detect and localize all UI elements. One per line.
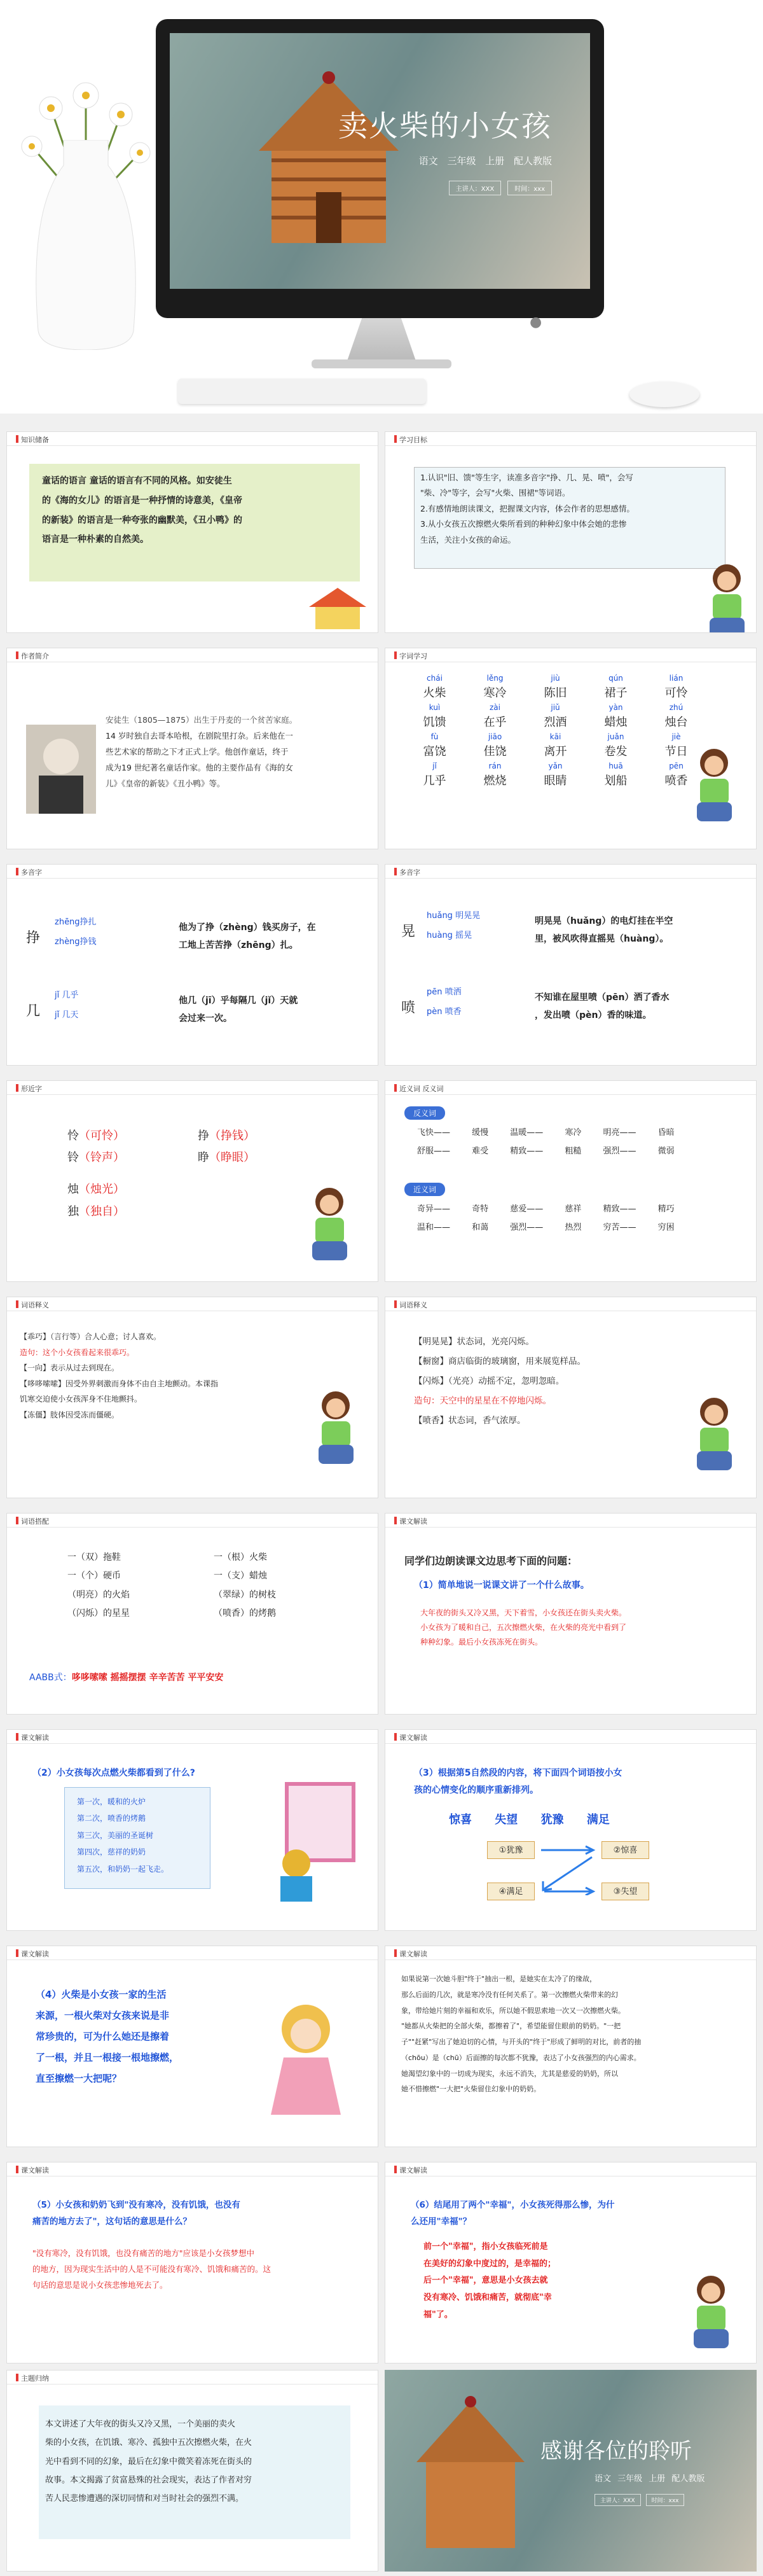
pinyin: yàn bbox=[608, 703, 623, 712]
text-line: 【哆哆嗦嗦】因受外界刺激而身体不由自主地颤动。本课指 bbox=[20, 1379, 219, 1388]
text-line: 她不惜擦燃"一大把"火柴留住幻象中的奶奶。 bbox=[401, 2085, 541, 2094]
answer-line: 第一次，暖和的火炉 bbox=[77, 1797, 146, 1806]
slide-title: 词语释义 bbox=[399, 1301, 427, 1309]
slide-synonyms[interactable] bbox=[385, 1080, 757, 1282]
text-line: 安徒生（1805—1875）出生于丹麦的一个贫苦家庭。 bbox=[106, 715, 298, 725]
word-cell bbox=[586, 674, 646, 700]
cover-title: 卖火柴的小女孩 bbox=[338, 109, 552, 143]
text-line: 【闪烁】（光亮）动摇不定，忽明忽暗。 bbox=[414, 1376, 565, 1387]
question: 痛苦的地方去了"，这句话的意思是什么？ bbox=[32, 2216, 192, 2227]
hanzi-word: 燃烧 bbox=[483, 774, 507, 788]
slide-theme[interactable] bbox=[6, 2370, 378, 2572]
answer-line: 第三次，美丽的圣诞树 bbox=[77, 1830, 154, 1840]
pinyin: zài bbox=[490, 703, 500, 712]
collocation: 一（支）蜡烛 bbox=[214, 1571, 267, 1582]
word: 犹豫 bbox=[540, 1813, 564, 1827]
slide-goals[interactable] bbox=[385, 431, 757, 633]
word-cell bbox=[465, 732, 525, 759]
reading: jǐ 几乎 bbox=[55, 991, 79, 1000]
collocation: 一（个）硬币 bbox=[67, 1571, 121, 1582]
pinyin: jiè bbox=[671, 732, 681, 741]
hanzi-word: 寒冷 bbox=[483, 686, 507, 700]
slide-author[interactable] bbox=[6, 648, 378, 849]
question: 孩的心情变化的顺序重新排列。 bbox=[414, 1785, 539, 1795]
arrows-icon bbox=[538, 1844, 598, 1895]
slide-title: 课文解读 bbox=[21, 1950, 49, 1958]
word-cell bbox=[525, 732, 586, 759]
word: （铃声） bbox=[79, 1151, 125, 1165]
reading: huǎng 明晃晃 bbox=[427, 911, 481, 921]
hanzi-word: 陈旧 bbox=[544, 686, 567, 700]
slide-reading-7[interactable] bbox=[385, 2162, 757, 2364]
example: 不知谁在屋里喷（pēn）洒了香水 bbox=[535, 992, 670, 1003]
reading: huàng 摇晃 bbox=[427, 931, 472, 941]
pinyin: huā bbox=[608, 762, 623, 770]
pinyin: chái bbox=[427, 674, 443, 683]
slide-title: 形近字 bbox=[21, 1085, 42, 1093]
synonym-row: 奇异—— 奇特 慈爱—— 慈祥 精致—— 精巧 bbox=[417, 1204, 675, 1214]
window-girl-icon bbox=[261, 1781, 357, 1902]
slide-title: 课文解读 bbox=[21, 1734, 49, 1742]
word-cell bbox=[525, 703, 586, 730]
text-line: 【喷香】状态词，香气浓厚。 bbox=[414, 1416, 526, 1426]
word-cell bbox=[404, 762, 465, 788]
slide-meaning-1[interactable] bbox=[6, 1297, 378, 1498]
text-line: 造句：天空中的星星在不停地闪烁。 bbox=[414, 1396, 551, 1407]
reading-girl-icon bbox=[697, 559, 757, 633]
slide-title: 字词学习 bbox=[399, 652, 427, 660]
char: 烛 bbox=[67, 1183, 79, 1197]
text-line: 故事。本文揭露了贫富悬殊的社会现实，表达了作者对穷 bbox=[45, 2475, 252, 2485]
text-line: 1.认识"旧、馈"等生字，读准多音字"挣、几、晃、喷"，会写 bbox=[420, 473, 633, 482]
slide-title: 课文解读 bbox=[399, 1734, 427, 1742]
reading: pèn 喷香 bbox=[427, 1007, 462, 1017]
order-box: ④满足 bbox=[487, 1883, 535, 1900]
answer-line: 小女孩为了暖和自己，五次擦燃火柴，在火柴的亮光中看到了 bbox=[420, 1622, 627, 1632]
synonym-row: 温和—— 和蔼 强烈—— 热烈 穷苦—— 穷困 bbox=[417, 1222, 675, 1232]
vase-icon bbox=[25, 140, 146, 350]
char: 睁 bbox=[198, 1151, 209, 1165]
hanzi-word: 几乎 bbox=[423, 774, 446, 788]
slide-polyphone-1[interactable] bbox=[6, 864, 378, 1066]
slide-title: 主题归纳 bbox=[21, 2374, 49, 2383]
pinyin-grid bbox=[404, 674, 706, 788]
word: （烛光） bbox=[79, 1183, 125, 1197]
pinyin: qún bbox=[608, 674, 623, 683]
hanzi-word: 富饶 bbox=[423, 745, 446, 758]
monitor bbox=[156, 19, 604, 330]
hanzi-word: 节日 bbox=[664, 745, 688, 758]
word: （挣钱） bbox=[209, 1129, 255, 1143]
pinyin: zhú bbox=[669, 703, 684, 712]
pinyin: lěng bbox=[486, 674, 504, 683]
text-line: "柴、冷"等字，会写"火柴、围裙"等词语。 bbox=[420, 488, 570, 498]
answer-line: 第二次，喷香的烤鹅 bbox=[77, 1814, 146, 1823]
question: （2）小女孩每次点燃火柴都看到了什么? bbox=[32, 1768, 195, 1778]
hanzi-word: 眼睛 bbox=[544, 774, 567, 788]
word-cell bbox=[465, 762, 525, 788]
word-cell bbox=[586, 762, 646, 788]
synonym-label: 近义词 bbox=[404, 1183, 445, 1196]
polyphone-char: 几 bbox=[26, 1003, 41, 1019]
collocation: 一（根）火柴 bbox=[214, 1552, 267, 1563]
text-line: 3.从小女孩五次擦燃火柴所看到的种种幻象中体会她的悲惨 bbox=[420, 519, 627, 529]
keyboard bbox=[178, 379, 426, 404]
aabb-words: 哆哆嗦嗦 摇摇摆摆 辛辛苦苦 平平安安 bbox=[71, 1673, 224, 1683]
thanks-title: 感谢各位的聆听 bbox=[540, 2439, 692, 2464]
polyphone-char: 晃 bbox=[401, 924, 416, 940]
polyphone-char: 喷 bbox=[401, 1000, 416, 1016]
text-line: 那么后面的几次，就是寒冷没有任何关系了。第一次擦燃火柴带来的幻 bbox=[401, 1990, 618, 1999]
example: 他几（jī）乎每隔几（jǐ）天就 bbox=[179, 996, 298, 1006]
reading-girl-icon bbox=[684, 1393, 745, 1475]
text-line: 2.有感情地朗读课文，把握课文内容，体会作者的思想感情。 bbox=[420, 503, 635, 513]
collocation: （闪烁）的星星 bbox=[67, 1608, 130, 1619]
word-cell bbox=[646, 674, 706, 700]
char: 怜 bbox=[67, 1129, 79, 1143]
pinyin: kuì bbox=[429, 703, 441, 712]
slide-reading-2[interactable] bbox=[6, 1729, 378, 1931]
thanks-subtitle: 语文 三年级 上册 配人教版 bbox=[595, 2474, 705, 2484]
example: 里，被风吹得直摇晃（huàng）。 bbox=[535, 934, 669, 944]
example: 会过来一次。 bbox=[179, 1013, 232, 1024]
text-line: 如果说第一次她斗胆"终于"抽出一根，是她实在太冷了的缘故， bbox=[401, 1975, 597, 1983]
answer-line: 大年夜的街头又冷又黑，天下着雪，小女孩还在街头卖火柴。 bbox=[420, 1608, 627, 1617]
apple-logo-icon: ● bbox=[530, 314, 542, 330]
word: 惊喜 bbox=[449, 1813, 472, 1827]
pinyin: fù bbox=[430, 732, 439, 741]
word: （可怜） bbox=[79, 1129, 125, 1143]
author-portrait bbox=[26, 725, 96, 814]
slide-title: 多音字 bbox=[21, 868, 42, 877]
text-line: 在美好的幻象中度过的，是幸福的； bbox=[423, 2259, 556, 2269]
slide-meaning-2[interactable] bbox=[385, 1297, 757, 1498]
text-line: （4）火柴是小女孩一家的生活 bbox=[36, 1989, 167, 2000]
mouse bbox=[629, 382, 699, 407]
hanzi-word: 卷发 bbox=[604, 745, 628, 758]
slide-polyphone-2[interactable] bbox=[385, 864, 757, 1066]
reading: jǐ 几天 bbox=[55, 1010, 79, 1020]
hanzi-word: 裙子 bbox=[604, 686, 628, 700]
text-line: 了一根，并且一根接一根地擦燃， bbox=[36, 2052, 179, 2063]
antonym-label: 反义词 bbox=[404, 1106, 445, 1120]
text-line: 来源，一根火柴对女孩来说是非 bbox=[36, 2010, 170, 2021]
slide-title: 近义词 反义词 bbox=[399, 1085, 444, 1093]
hanzi-word: 火柴 bbox=[423, 686, 446, 700]
text-line: 成为19 世纪著名童话作家。他的主要作品有《海的女 bbox=[106, 763, 293, 772]
slide-reading-4[interactable] bbox=[6, 1946, 378, 2147]
text-line: 【明晃晃】状态词，光亮闪烁。 bbox=[414, 1337, 534, 1347]
text-line: 【乖巧】（言行等）合人心意；讨人喜欢。 bbox=[20, 1332, 162, 1341]
pinyin: jǐ bbox=[432, 762, 437, 770]
word-cell bbox=[465, 674, 525, 700]
word: 失望 bbox=[495, 1813, 518, 1827]
cover-subtitle: 语文 三年级 上册 配人教版 bbox=[418, 155, 552, 167]
question: 同学们边朗读课文边思考下面的问题： bbox=[404, 1555, 578, 1567]
order-box: ③失望 bbox=[601, 1883, 649, 1900]
reading-girl-icon bbox=[681, 2271, 741, 2353]
slide-title: 课文解读 bbox=[399, 1950, 427, 1958]
pinyin: rán bbox=[488, 762, 502, 770]
slide-title: 课文解读 bbox=[399, 2166, 427, 2175]
cover-mockup bbox=[0, 0, 763, 414]
order-box: ②惊喜 bbox=[601, 1841, 649, 1859]
text-line: 福"了。 bbox=[423, 2309, 453, 2320]
collocation: （明亮）的火焰 bbox=[67, 1589, 130, 1600]
word: 满足 bbox=[586, 1813, 610, 1827]
word-cell bbox=[404, 732, 465, 759]
text-line: 常珍贵的，可为什么她还是擦着 bbox=[36, 2031, 170, 2042]
pinyin: kāi bbox=[549, 732, 561, 741]
hanzi-word: 佳饶 bbox=[483, 745, 507, 758]
text-line: 【一向】表示从过去到现在。 bbox=[20, 1363, 120, 1373]
slide-title: 课文解读 bbox=[399, 1517, 427, 1526]
hanzi-word: 在乎 bbox=[483, 716, 507, 729]
question: （6）结尾用了两个"幸福"，小女孩死得那么惨，为什 bbox=[411, 2200, 615, 2210]
example: ，发出喷（pèn）香的味道。 bbox=[535, 1010, 652, 1020]
text-line: 没有寒冷、饥饿和痛苦，就彻底"幸 bbox=[423, 2292, 552, 2302]
text-line: 象，带给她片刻的幸福和欢乐，所以她不假思索地一次又一次擦燃火柴。 bbox=[401, 2006, 625, 2015]
slide-title: 知识储备 bbox=[21, 436, 49, 444]
text-line: 【冻僵】肢体因受冻而僵硬。 bbox=[20, 1410, 120, 1419]
time-tag: 时间：xxx bbox=[507, 181, 552, 195]
hanzi-word: 离开 bbox=[544, 745, 567, 758]
word-cell bbox=[404, 703, 465, 730]
slide-reading-6[interactable] bbox=[6, 2162, 378, 2364]
text-line: 柴的小女孩，在饥饿、寒冷、孤独中五次擦燃火柴，在火 bbox=[45, 2438, 252, 2448]
text-line: 些艺术家的帮助之下才正式上学。他创作童话，终于 bbox=[106, 747, 289, 756]
polyphone-char: 挣 bbox=[26, 930, 41, 946]
pinyin: lián bbox=[669, 674, 684, 683]
text-line: 语言是一种朴素的自然美。 bbox=[42, 534, 149, 545]
matchstick-house-icon bbox=[246, 52, 411, 243]
text-line: "她都从火柴把的全部火柴，都擦着了"，希望能留住眼前的奶奶。"一把 bbox=[401, 2022, 621, 2031]
word-cell bbox=[404, 674, 465, 700]
hanzi-word: 蜡烛 bbox=[604, 716, 628, 729]
hanzi-word: 烈酒 bbox=[544, 716, 567, 729]
pinyin: jiāo bbox=[488, 732, 502, 741]
monitor-base bbox=[312, 359, 451, 368]
question: （3）根据第5自然段的内容，将下面四个词语按小女 bbox=[414, 1768, 622, 1778]
char: 铃 bbox=[67, 1151, 79, 1165]
portrait-icon bbox=[26, 725, 96, 814]
word-cell bbox=[586, 703, 646, 730]
text-line: 直至擦燃一大把呢？ bbox=[36, 2073, 122, 2084]
text-line: 的新装》的语言是一种夸张的幽默美，《丑小鸭》的 bbox=[42, 515, 242, 526]
hanzi-word: 可怜 bbox=[664, 686, 688, 700]
slide-knowledge[interactable] bbox=[6, 431, 378, 633]
collocation: （翠绿）的树枝 bbox=[214, 1589, 276, 1600]
text-line: 造句：这个小女孩看起来很乖巧。 bbox=[20, 1347, 135, 1357]
pinyin: jiù bbox=[551, 674, 560, 683]
slide-title: 多音字 bbox=[399, 868, 420, 877]
reading: zhēng挣扎 bbox=[55, 917, 97, 927]
slide-thanks[interactable] bbox=[385, 2370, 757, 2572]
example: 他为了挣（zhèng）钱买房子，在 bbox=[179, 922, 316, 933]
slide-title: 作者简介 bbox=[21, 652, 49, 660]
text-line: "没有寒冷，没有饥饿，也没有痛苦的地方"应该是小女孩梦想中 bbox=[32, 2248, 255, 2258]
antonym-row: 舒服—— 难受 精致—— 粗糙 强烈—— 微弱 bbox=[417, 1146, 675, 1156]
slide-similar-chars[interactable] bbox=[6, 1080, 378, 1282]
question: （5）小女孩和奶奶飞到"没有寒冷，没有饥饿，也没有 bbox=[32, 2200, 240, 2210]
reading: zhèng挣钱 bbox=[55, 937, 97, 947]
text-line: 的地方，因为现实生活中的人是不可能没有寒冷、饥饿和痛苦的。这 bbox=[32, 2264, 272, 2274]
slide-title: 词语释义 bbox=[21, 1301, 49, 1309]
slide-title: 词语搭配 bbox=[21, 1517, 49, 1526]
pinyin: jiǔ bbox=[551, 703, 560, 712]
word-cell bbox=[586, 732, 646, 759]
slide-title: 学习目标 bbox=[399, 436, 427, 444]
word-cell bbox=[465, 703, 525, 730]
word: （独自） bbox=[79, 1204, 125, 1218]
pinyin: pēn bbox=[669, 762, 684, 770]
slide-reading-3[interactable] bbox=[385, 1729, 757, 1931]
text-line: 儿》《皇帝的新装》《丑小鸭》等。 bbox=[106, 779, 225, 788]
slide-reading-5[interactable] bbox=[385, 1946, 757, 2147]
text-line: 苦人民悲惨遭遇的深切同情和对当时社会的强烈不满。 bbox=[45, 2494, 244, 2503]
text-line: 童话的语言 童话的语言有不同的风格。如安徒生 bbox=[42, 476, 232, 486]
pinyin: juǎn bbox=[607, 732, 624, 741]
reading-girl-icon bbox=[306, 1386, 366, 1469]
hanzi-word: 喷香 bbox=[664, 774, 688, 788]
text-line: 本文讲述了大年夜的街头又冷又黑，一个美丽的卖火 bbox=[45, 2419, 236, 2429]
example: 明晃晃（huǎng）的电灯挂在半空 bbox=[535, 916, 673, 926]
house-illustration-icon bbox=[303, 585, 373, 629]
char: 挣 bbox=[198, 1129, 209, 1143]
text-line: 后一个"幸福"，意思是小女孩去就 bbox=[423, 2276, 548, 2286]
reading-girl-icon bbox=[684, 744, 745, 826]
word: （睁眼） bbox=[209, 1151, 255, 1165]
word-cell bbox=[525, 674, 586, 700]
text-line: 她渴望幻象中的一切成为现实，永远不消失，尤其是慈爱的奶奶，所以 bbox=[401, 2069, 618, 2078]
slide-collocation[interactable] bbox=[6, 1513, 378, 1715]
reading-girl-icon bbox=[299, 1183, 360, 1265]
reading: pēn 喷洒 bbox=[427, 987, 462, 997]
monitor-stand bbox=[347, 318, 416, 363]
hanzi-word: 饥馈 bbox=[423, 716, 446, 729]
collocation: （喷香）的烤鹅 bbox=[214, 1608, 276, 1619]
text-line: 前一个"幸福"，指小女孩临死前是 bbox=[423, 2242, 548, 2252]
question: 么还用"幸福"？ bbox=[411, 2216, 472, 2227]
slide-reading-1[interactable] bbox=[385, 1513, 757, 1715]
text-line: 14 岁时独自去哥本哈根，在剧院里打杂。后来他在一 bbox=[106, 731, 293, 741]
text-line: 饥寒交迫使小女孩浑身不住地颤抖。 bbox=[20, 1395, 142, 1404]
answer-line: 种种幻象。最后小女孩冻死在街头。 bbox=[420, 1637, 543, 1647]
text-line: 句话的意思是说小女孩悲惨地死去了。 bbox=[32, 2280, 168, 2290]
hanzi-word: 划船 bbox=[604, 774, 628, 788]
match-girl-icon bbox=[258, 1997, 354, 2118]
question: （1）简单地说一说课文讲了一个什么故事。 bbox=[414, 1580, 589, 1591]
slide-words[interactable] bbox=[385, 648, 757, 849]
slide-title: 课文解读 bbox=[21, 2166, 49, 2175]
text-line: （chōu）是（chū）后面擦的每次都不犹豫，表达了小女孩强烈的内心需求。 bbox=[401, 2053, 641, 2062]
hanzi-word: 烛台 bbox=[664, 716, 688, 729]
presenter-tag: 主讲人：XXX bbox=[449, 181, 502, 195]
text-line: 【橱窗】商店临街的玻璃窗，用来展览样品。 bbox=[414, 1356, 586, 1367]
text-line: 生活，关注小女孩的命运。 bbox=[420, 534, 516, 545]
example: 工地上苦苦挣（zhēng）扎。 bbox=[179, 940, 298, 950]
aabb-label: AABB式： bbox=[29, 1673, 72, 1683]
text-line: 光中看到不同的幻象，最后在幻象中微笑着冻死在街头的 bbox=[45, 2456, 252, 2467]
presenter-tag: 主讲人：XXX bbox=[595, 2494, 641, 2506]
text-line: 的《海的女儿》的语言是一种抒情的诗意美，《皇帝 bbox=[42, 495, 242, 506]
collocation: 一（双）拖鞋 bbox=[67, 1552, 121, 1563]
time-tag: 时间：xxx bbox=[646, 2494, 685, 2506]
word-cell bbox=[646, 703, 706, 730]
matchstick-house-icon bbox=[410, 2383, 531, 2548]
word-cell bbox=[525, 762, 586, 788]
answer-line: 第五次，和奶奶一起飞走。 bbox=[77, 1864, 169, 1874]
text-line: 子""赶紧"写出了她迫切的心情，与开头的"终于"形成了鲜明的对比，前者的抽 bbox=[401, 2038, 642, 2046]
cover-slide bbox=[170, 33, 590, 289]
antonym-row: 飞快—— 缓慢 温暖—— 寒冷 明亮—— 昏暗 bbox=[417, 1128, 675, 1138]
answer-line: 第四次，慈祥的奶奶 bbox=[77, 1848, 146, 1857]
char: 独 bbox=[67, 1204, 79, 1218]
pinyin: yǎn bbox=[548, 762, 563, 770]
order-box: ①犹豫 bbox=[487, 1841, 535, 1859]
